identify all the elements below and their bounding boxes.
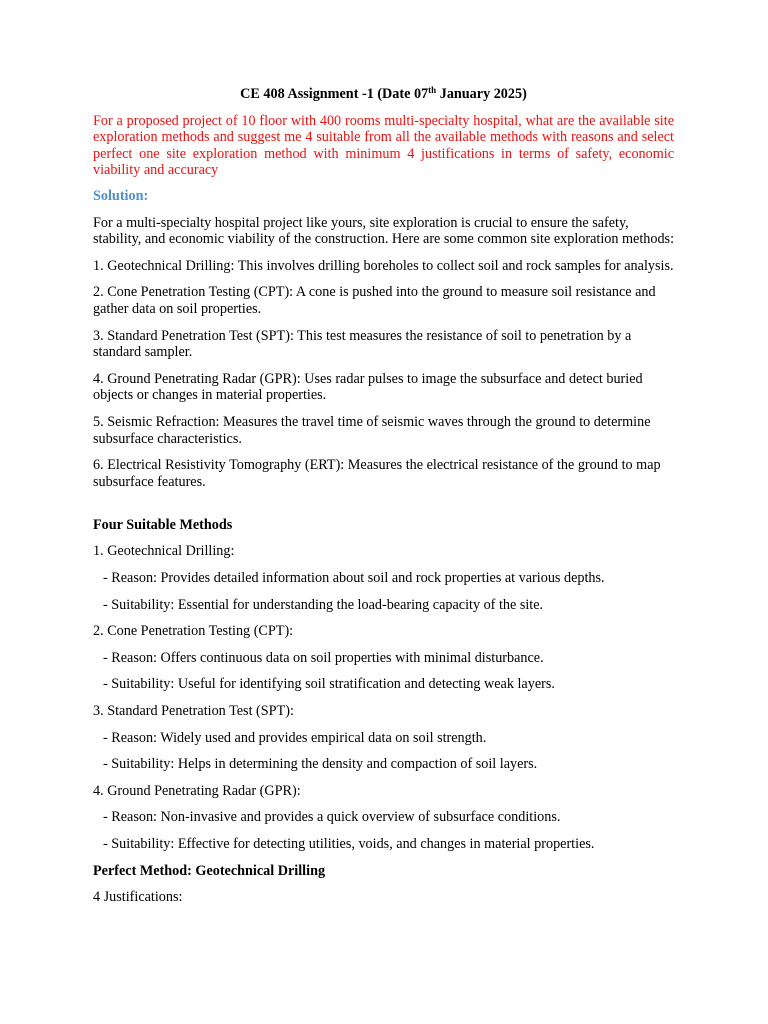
- title-superscript: th: [428, 85, 437, 95]
- solution-label: Solution:: [93, 187, 149, 204]
- perfect-method-heading: Perfect Method: Geotechnical Drilling: [93, 862, 326, 879]
- suitable-method-suitability: - Suitability: Useful for identifying soil stratification and detecting weak layers.: [103, 676, 555, 693]
- suitable-method-suitability: - Suitability: Effective for detecting utilities, voids, and changes in material properties.: [103, 836, 595, 852]
- method-item: 4. Ground Penetrating Radar (GPR): Uses radar pulses to image the subsurface and detect buried objects or changes in material properties.: [93, 370, 643, 404]
- blank-line: [93, 500, 674, 517]
- title-suffix: January 2025): [436, 86, 527, 102]
- suitable-method-name: 4. Ground Penetrating Radar (GPR):: [93, 782, 301, 799]
- method-item: 5. Seismic Refraction: Measures the travel time of seismic waves through the ground to determine subsurface characteristics.: [93, 413, 651, 447]
- suitable-method-name: 1. Geotechnical Drilling:: [93, 543, 235, 560]
- suitable-method-reason: - Reason: Non-invasive and provides a quick overview of subsurface conditions.: [103, 809, 561, 826]
- suitable-method-suitability: - Suitability: Essential for understanding the load-bearing capacity of the site.: [103, 596, 544, 613]
- suitable-method-suitability: - Suitability: Helps in determining the density and compaction of soil layers.: [103, 756, 538, 773]
- suitable-method-reason: - Reason: Offers continuous data on soil properties with minimal disturbance.: [103, 649, 544, 666]
- method-item: 6. Electrical Resistivity Tomography (ERT): Measures the electrical resistance of the ground to map subsurface features.: [93, 457, 661, 490]
- method-item: 2. Cone Penetration Testing (CPT): A cone is pushed into the ground to measure soil resistance and gather data on soil properties.: [93, 284, 656, 317]
- suitable-methods-heading: Four Suitable Methods: [93, 516, 233, 533]
- document-title: [93, 86, 674, 103]
- method-item: 3. Standard Penetration Test (SPT): This test measures the resistance of soil to penetration by a standard sampler.: [93, 327, 632, 361]
- suitable-method-reason: - Reason: Provides detailed information about soil and rock properties at various depths.: [103, 570, 605, 587]
- question-text: For a proposed project of 10 floor with 400 rooms multi-specialty hospital, what are the available site exploration methods and suggest me 4 suitable from all the available methods with reasons and select perfect one site exploration method with minimum 4 justifications in terms of safety, economic viability and accuracy: [93, 112, 674, 179]
- title-prefix: CE 408 Assignment -1 (Date 07: [240, 86, 429, 102]
- intro-paragraph: For a multi-specialty hospital project like yours, site exploration is crucial to ensure the safety, stability, and economic viability of the construction. Here are some common site exploration methods:: [93, 214, 675, 248]
- suitable-method-reason: - Reason: Widely used and provides empirical data on soil strength.: [103, 729, 487, 746]
- suitable-method-name: 3. Standard Penetration Test (SPT):: [93, 703, 294, 720]
- method-item: 1. Geotechnical Drilling: This involves drilling boreholes to collect soil and rock samples for analysis.: [93, 257, 674, 274]
- document-page: [93, 86, 674, 916]
- suitable-method-name: 2. Cone Penetration Testing (CPT):: [93, 623, 294, 640]
- justifications-label: 4 Justifications:: [93, 889, 183, 906]
